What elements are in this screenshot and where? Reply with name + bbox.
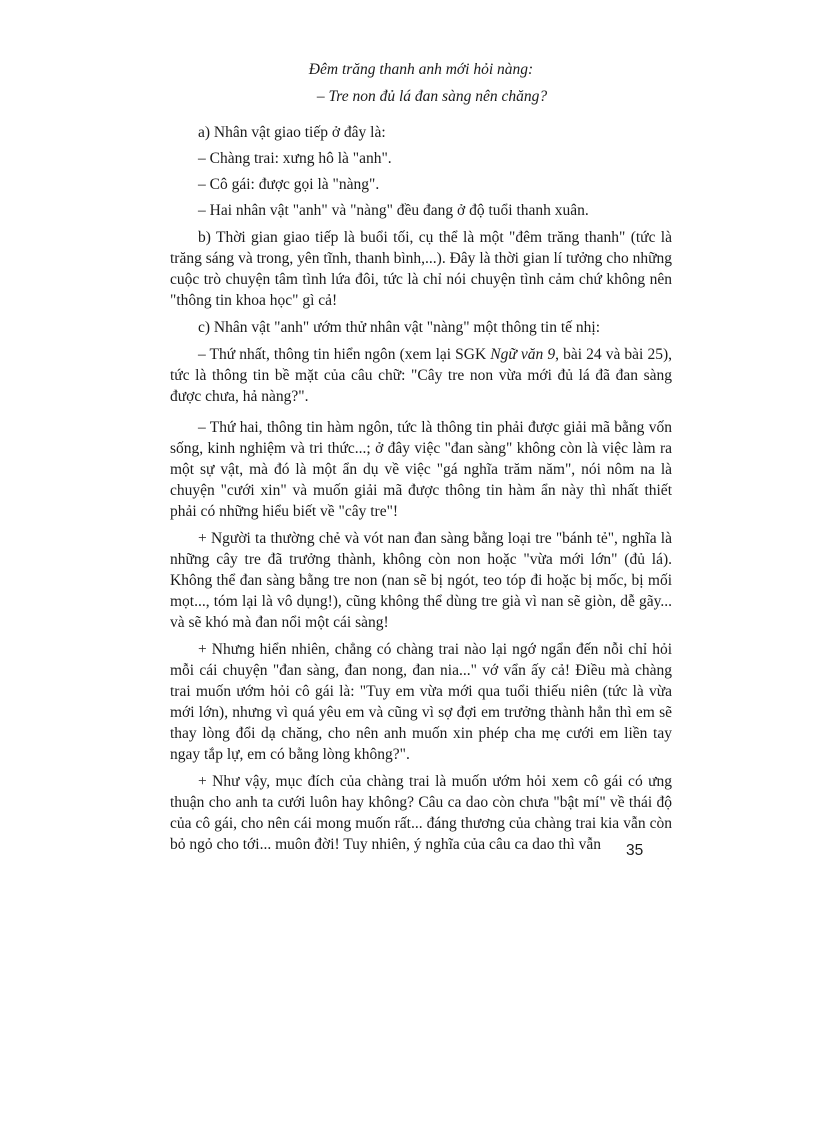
book-title: Ngữ văn 9	[490, 346, 556, 363]
paragraph-plus-2: + Nhưng hiển nhiên, chẳng có chàng trai nào lại ngớ ngẩn đến nỗi chỉ hỏi mỗi cái chuyện "đan sàng, đan nong, đan nia..." vớ vẩn ấy cả! Điều mà chàng trai muốn ướm hỏi cô gái là: "Tuy em vừa mới qua tuổi thiếu niên (tức là vừa mới lớn), nhưng vì quá yêu em và cũng vì sợ đợi em trưởng thành hẳn thì em sẽ thay lòng đổi dạ chăng, cho nên anh muốn xin phép cha mẹ cưới em liền tay ngay tắp lự, em có bằng lòng không?".	[170, 641, 672, 763]
paragraph-a-item-3: – Hai nhân vật "anh" và "nàng" đều đang ở độ tuổi thanh xuân.	[198, 202, 589, 219]
paragraph-plus-1: + Người ta thường chẻ và vót nan đan sàng bằng loại tre "bánh tẻ", nghĩa là những cây tre đã trưởng thành, không còn non hoặc "vừa mới lớn" (đủ lá). Không thể đan sàng bằng tre non (nan sẽ bị ngót, teo tóp đi hoặc bị mốc, bị mối mọt..., tóm lại là vô dụng!), cũng không thể dùng tre già vì nan sẽ giòn, dễ gãy... và sẽ khó mà đan nổi một cái sàng!	[170, 530, 672, 631]
paragraph-a-item-2: – Cô gái: được gọi là "nàng".	[198, 176, 380, 193]
poem-line-2: – Tre non đủ lá đan sàng nên chăng?	[316, 88, 548, 105]
paragraph-a-item-1: – Chàng trai: xưng hô là "anh".	[198, 150, 392, 167]
c1-text-before: – Thứ nhất, thông tin hiển ngôn (xem lại SGK	[198, 346, 491, 363]
poem-line-1: Đêm trăng thanh anh mới hỏi nàng:	[308, 61, 534, 78]
paragraph-c-item-1	[170, 344, 672, 407]
paragraph-c-intro: c) Nhân vật "anh" ướm thử nhân vật "nàng" một thông tin tế nhị:	[198, 319, 601, 336]
paragraph-c-item-2: – Thứ hai, thông tin hàm ngôn, tức là thông tin phải được giải mã bằng vốn sống, kinh nghiệm và tri thức...; ở đây việc "đan sàng" không còn là việc làm ra một sự vật, mà đó là một ẩn dụ về việc "gá nghĩa trăm năm", nói nôm na là chuyện "cưới xin" và muốn giải mã được thông tin hàm ẩn này thì nhất thiết phải có những hiểu biết về "cây tre"!	[170, 419, 672, 520]
page-content	[170, 56, 672, 855]
paragraph-b: b) Thời gian giao tiếp là buổi tối, cụ thể là một "đêm trăng thanh" (tức là trăng sáng và trong, yên tĩnh, thanh bình,...). Đây là thời gian lí tưởng cho những cuộc trò chuyện tâm tình lứa đôi, tức là chỉ nói chuyện tình cảm chứ không nên "thông tin khoa học" gì cả!	[170, 229, 672, 309]
c1-text-after: , bài 24 và bài 25), tức là thông tin bề mặt của câu chữ: "Cây tre non vừa mới đủ lá đã đan sàng được chưa, hả nàng?".	[170, 346, 672, 405]
paragraph-a-intro: a) Nhân vật giao tiếp ở đây là:	[198, 124, 386, 141]
page-number: 35	[626, 842, 644, 859]
poem-quote	[170, 56, 672, 110]
paragraph-plus-3: + Như vậy, mục đích của chàng trai là muốn ướm hỏi xem cô gái có ưng thuận cho anh ta cưới luôn hay không? Câu ca dao còn chưa "bật mí" về thái độ của cô gái, cho nên cái mong muốn rất... đáng thương của chàng trai kia vẫn còn bỏ ngỏ cho tới... muôn đời! Tuy nhiên, ý nghĩa của câu ca dao thì vẫn	[170, 773, 672, 853]
